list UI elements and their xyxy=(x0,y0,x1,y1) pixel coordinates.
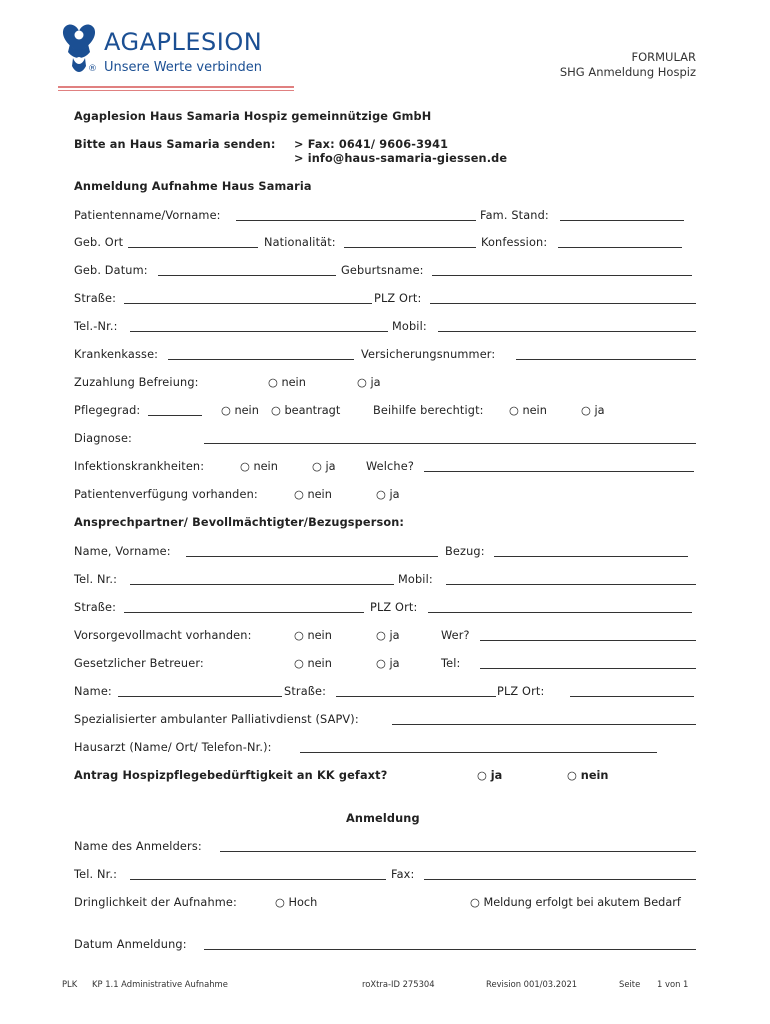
field-konfession[interactable] xyxy=(558,247,682,248)
label-wer: Wer? xyxy=(441,629,470,642)
field-tel-betreuer[interactable] xyxy=(480,668,696,669)
label-strasse: Straße: xyxy=(74,292,117,305)
label-mobil-2: Mobil: xyxy=(398,573,433,586)
registered-mark: ® xyxy=(88,64,97,74)
radio-infektion-ja[interactable]: ○ ja xyxy=(312,460,336,473)
field-sapv[interactable] xyxy=(392,724,696,725)
radio-pflegegrad-beantragt[interactable]: ○ beantragt xyxy=(271,404,341,417)
field-anmelder[interactable] xyxy=(220,851,696,852)
section-title-ansprechpartner: Ansprechpartner/ Bevollmächtigter/Bezugsperson: xyxy=(74,516,405,529)
field-strasse-2[interactable] xyxy=(124,612,364,613)
label-pflegegrad: Pflegegrad: xyxy=(74,404,141,417)
label-infektion: Infektionskrankheiten: xyxy=(74,460,205,473)
radio-vorsorge-nein[interactable]: ○ nein xyxy=(294,629,332,642)
radio-antrag-nein[interactable]: ○ nein xyxy=(567,769,609,782)
label-geburtsname: Geburtsname: xyxy=(341,264,424,277)
radio-infektion-nein[interactable]: ○ nein xyxy=(240,460,278,473)
field-tel[interactable] xyxy=(130,331,388,332)
label-fam-stand: Fam. Stand: xyxy=(480,209,549,222)
label-konfession: Konfession: xyxy=(481,236,548,249)
fax-number: > Fax: 0641/ 9606-3941 xyxy=(294,138,449,151)
label-name-vorname: Name, Vorname: xyxy=(74,545,171,558)
field-nationalitaet[interactable] xyxy=(344,247,476,248)
label-versicherungsnummer: Versicherungsnummer: xyxy=(361,348,496,361)
footer-page: 1 von 1 xyxy=(657,979,689,989)
field-fax[interactable] xyxy=(424,879,696,880)
section-title-anmeldung: Anmeldung xyxy=(346,812,420,825)
label-fax: Fax: xyxy=(391,868,415,881)
field-pflegegrad[interactable] xyxy=(148,415,202,416)
field-tel-anmelder[interactable] xyxy=(130,879,386,880)
footer-revision: Revision 001/03.2021 xyxy=(486,979,578,989)
field-mobil-2[interactable] xyxy=(446,584,696,585)
brand-logo xyxy=(58,22,273,82)
footer-seite: Seite xyxy=(619,979,641,989)
label-verfuegung: Patientenverfügung vorhanden: xyxy=(74,488,258,501)
label-datum-anmeldung: Datum Anmeldung: xyxy=(74,938,187,951)
label-vorsorge: Vorsorgevollmacht vorhanden: xyxy=(74,629,252,642)
field-geburtsname[interactable] xyxy=(432,275,692,276)
footer-roxtra: roXtra-ID 275304 xyxy=(362,979,435,989)
field-fam-stand[interactable] xyxy=(560,220,684,221)
form-name: SHG Anmeldung Hospiz xyxy=(559,65,696,79)
label-dringlichkeit: Dringlichkeit der Aufnahme: xyxy=(74,896,237,909)
footer-plk: PLK xyxy=(62,979,78,989)
label-bezug: Bezug: xyxy=(445,545,485,558)
label-sapv: Spezialisierter ambulanter Palliativdienst (SAPV): xyxy=(74,713,359,726)
label-antrag: Antrag Hospizpflegebedürftigkeit an KK gefaxt? xyxy=(74,769,388,782)
label-hausarzt: Hausarzt (Name/ Ort/ Telefon-Nr.): xyxy=(74,741,272,754)
radio-beihilfe-nein[interactable]: ○ nein xyxy=(509,404,547,417)
field-geb-ort[interactable] xyxy=(128,247,258,248)
brand-tagline: Unsere Werte verbinden xyxy=(104,60,263,75)
label-krankenkasse: Krankenkasse: xyxy=(74,348,159,361)
label-anmelder: Name des Anmelders: xyxy=(74,840,202,853)
label-tel: Tel.-Nr.: xyxy=(74,320,118,333)
field-wer[interactable] xyxy=(480,640,696,641)
label-beihilfe: Beihilfe berechtigt: xyxy=(373,404,484,417)
field-strasse-3[interactable] xyxy=(336,696,496,697)
label-tel-short: Tel: xyxy=(441,657,461,670)
label-diagnose: Diagnose: xyxy=(74,432,132,445)
field-tel-nr[interactable] xyxy=(130,584,394,585)
send-label: Bitte an Haus Samaria senden: xyxy=(74,138,276,151)
email-address: > info@haus-samaria-giessen.de xyxy=(294,152,508,165)
radio-zuzahlung-ja[interactable]: ○ ja xyxy=(357,376,381,389)
radio-verfuegung-ja[interactable]: ○ ja xyxy=(376,488,400,501)
field-versicherungsnummer[interactable] xyxy=(516,359,696,360)
label-plz-ort-2: PLZ Ort: xyxy=(370,601,418,614)
label-name-short: Name: xyxy=(74,685,112,698)
radio-hoch[interactable]: ○ Hoch xyxy=(275,896,318,909)
label-betreuer: Gesetzlicher Betreuer: xyxy=(74,657,204,670)
field-welche[interactable] xyxy=(424,471,694,472)
label-geb-datum: Geb. Datum: xyxy=(74,264,148,277)
label-plz-ort-3: PLZ Ort: xyxy=(497,685,545,698)
label-mobil: Mobil: xyxy=(392,320,427,333)
label-strasse-2: Straße: xyxy=(74,601,117,614)
label-strasse-3: Straße: xyxy=(284,685,327,698)
label-zuzahlung: Zuzahlung Befreiung: xyxy=(74,376,199,389)
radio-betreuer-ja[interactable]: ○ ja xyxy=(376,657,400,670)
field-strasse[interactable] xyxy=(124,303,372,304)
field-name-short[interactable] xyxy=(118,696,282,697)
label-tel-anmelder: Tel. Nr.: xyxy=(74,868,118,881)
label-tel-nr: Tel. Nr.: xyxy=(74,573,118,586)
brand-name: AGAPLESION xyxy=(104,28,263,56)
label-geb-ort: Geb. Ort xyxy=(74,236,124,249)
field-diagnose[interactable] xyxy=(204,443,696,444)
field-plz-ort[interactable] xyxy=(430,303,696,304)
footer-kp: KP 1.1 Administrative Aufnahme xyxy=(92,979,228,989)
radio-verfuegung-nein[interactable]: ○ nein xyxy=(294,488,332,501)
field-bezug[interactable] xyxy=(494,556,688,557)
label-patientenname: Patientenname/Vorname: xyxy=(74,209,221,222)
field-geb-datum[interactable] xyxy=(158,275,336,276)
radio-antrag-ja[interactable]: ○ ja xyxy=(477,769,503,782)
field-krankenkasse[interactable] xyxy=(168,359,354,360)
org-title: Agaplesion Haus Samaria Hospiz gemeinnützige GmbH xyxy=(74,110,432,123)
field-plz-ort-3[interactable] xyxy=(570,696,694,697)
field-mobil[interactable] xyxy=(438,331,696,332)
field-hausarzt[interactable] xyxy=(300,752,657,753)
section-title-anmeldung-aufnahme: Anmeldung Aufnahme Haus Samaria xyxy=(74,180,312,193)
form-type: FORMULAR xyxy=(631,50,696,64)
header-divider-thin xyxy=(58,90,294,91)
label-plz-ort: PLZ Ort: xyxy=(374,292,422,305)
label-welche: Welche? xyxy=(366,460,414,473)
radio-vorsorge-ja[interactable]: ○ ja xyxy=(376,629,400,642)
header-divider xyxy=(58,86,294,88)
field-patientenname[interactable] xyxy=(236,220,476,221)
radio-meldung[interactable]: ○ Meldung erfolgt bei akutem Bedarf xyxy=(470,896,681,909)
radio-zuzahlung-nein[interactable]: ○ nein xyxy=(268,376,306,389)
radio-betreuer-nein[interactable]: ○ nein xyxy=(294,657,332,670)
field-plz-ort-2[interactable] xyxy=(428,612,692,613)
field-name-vorname[interactable] xyxy=(186,556,438,557)
radio-beihilfe-ja[interactable]: ○ ja xyxy=(581,404,605,417)
field-datum-anmeldung[interactable] xyxy=(204,949,696,950)
radio-pflegegrad-nein[interactable]: ○ nein xyxy=(221,404,259,417)
label-nationalitaet: Nationalität: xyxy=(264,236,336,249)
